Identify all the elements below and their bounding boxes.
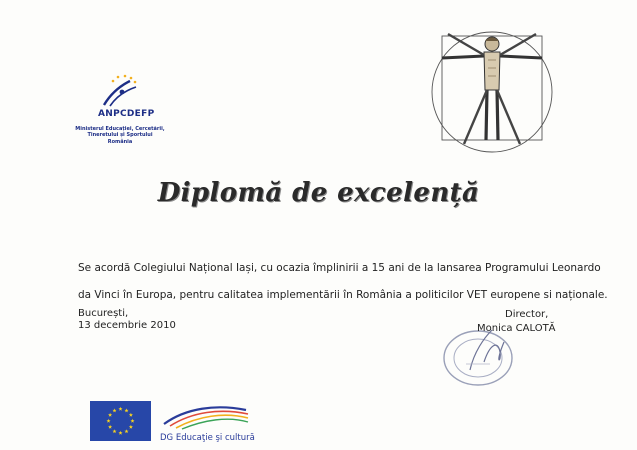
issue-date: 13 decembrie 2010 [78, 320, 176, 331]
eu-star-icon [106, 419, 110, 423]
signatory-name: Monica CALOTĂ [477, 323, 556, 334]
eu-star-icon [118, 407, 122, 411]
ministry-name [70, 126, 170, 145]
ministry-line: Ministerul Educației, Cercetării, [75, 126, 165, 132]
eu-star-icon [130, 419, 134, 423]
vitruvian-man-icon [428, 20, 556, 154]
eu-stars-icon [90, 401, 151, 441]
eu-star-icon [112, 408, 116, 412]
signatory-role: Director, [505, 309, 549, 320]
anpcdefp-logo-icon [100, 73, 142, 109]
logo-name: ANPCDEFP [98, 109, 155, 119]
eu-star-icon [108, 413, 112, 417]
eu-star-icon [129, 425, 133, 429]
body-line-1: Se acordă Colegiului Național Iași, cu ocazia împlinirii a 15 ani de la lansarea Programului Leonardo [78, 262, 601, 274]
ministry-line: Tineretului și Sportului [87, 132, 153, 139]
diploma-title: Diplomă de excelență [157, 178, 480, 208]
dg-label: DG Educaţie şi cultură [160, 433, 255, 443]
eu-star-icon [112, 429, 116, 433]
ministry-line: România [107, 138, 133, 145]
eu-star-icon [129, 413, 133, 417]
eu-flag [90, 401, 151, 441]
eu-star-icon [108, 425, 112, 429]
body-line-2: da Vinci în Europa, pentru calitatea implementării în România a politicilor VET europene si naționale. [78, 289, 608, 301]
eu-star-icon [124, 429, 128, 433]
eu-star-icon [124, 408, 128, 412]
eu-star-icon [118, 431, 122, 435]
dg-education-logo-icon [160, 398, 250, 430]
place: București, [78, 308, 129, 319]
